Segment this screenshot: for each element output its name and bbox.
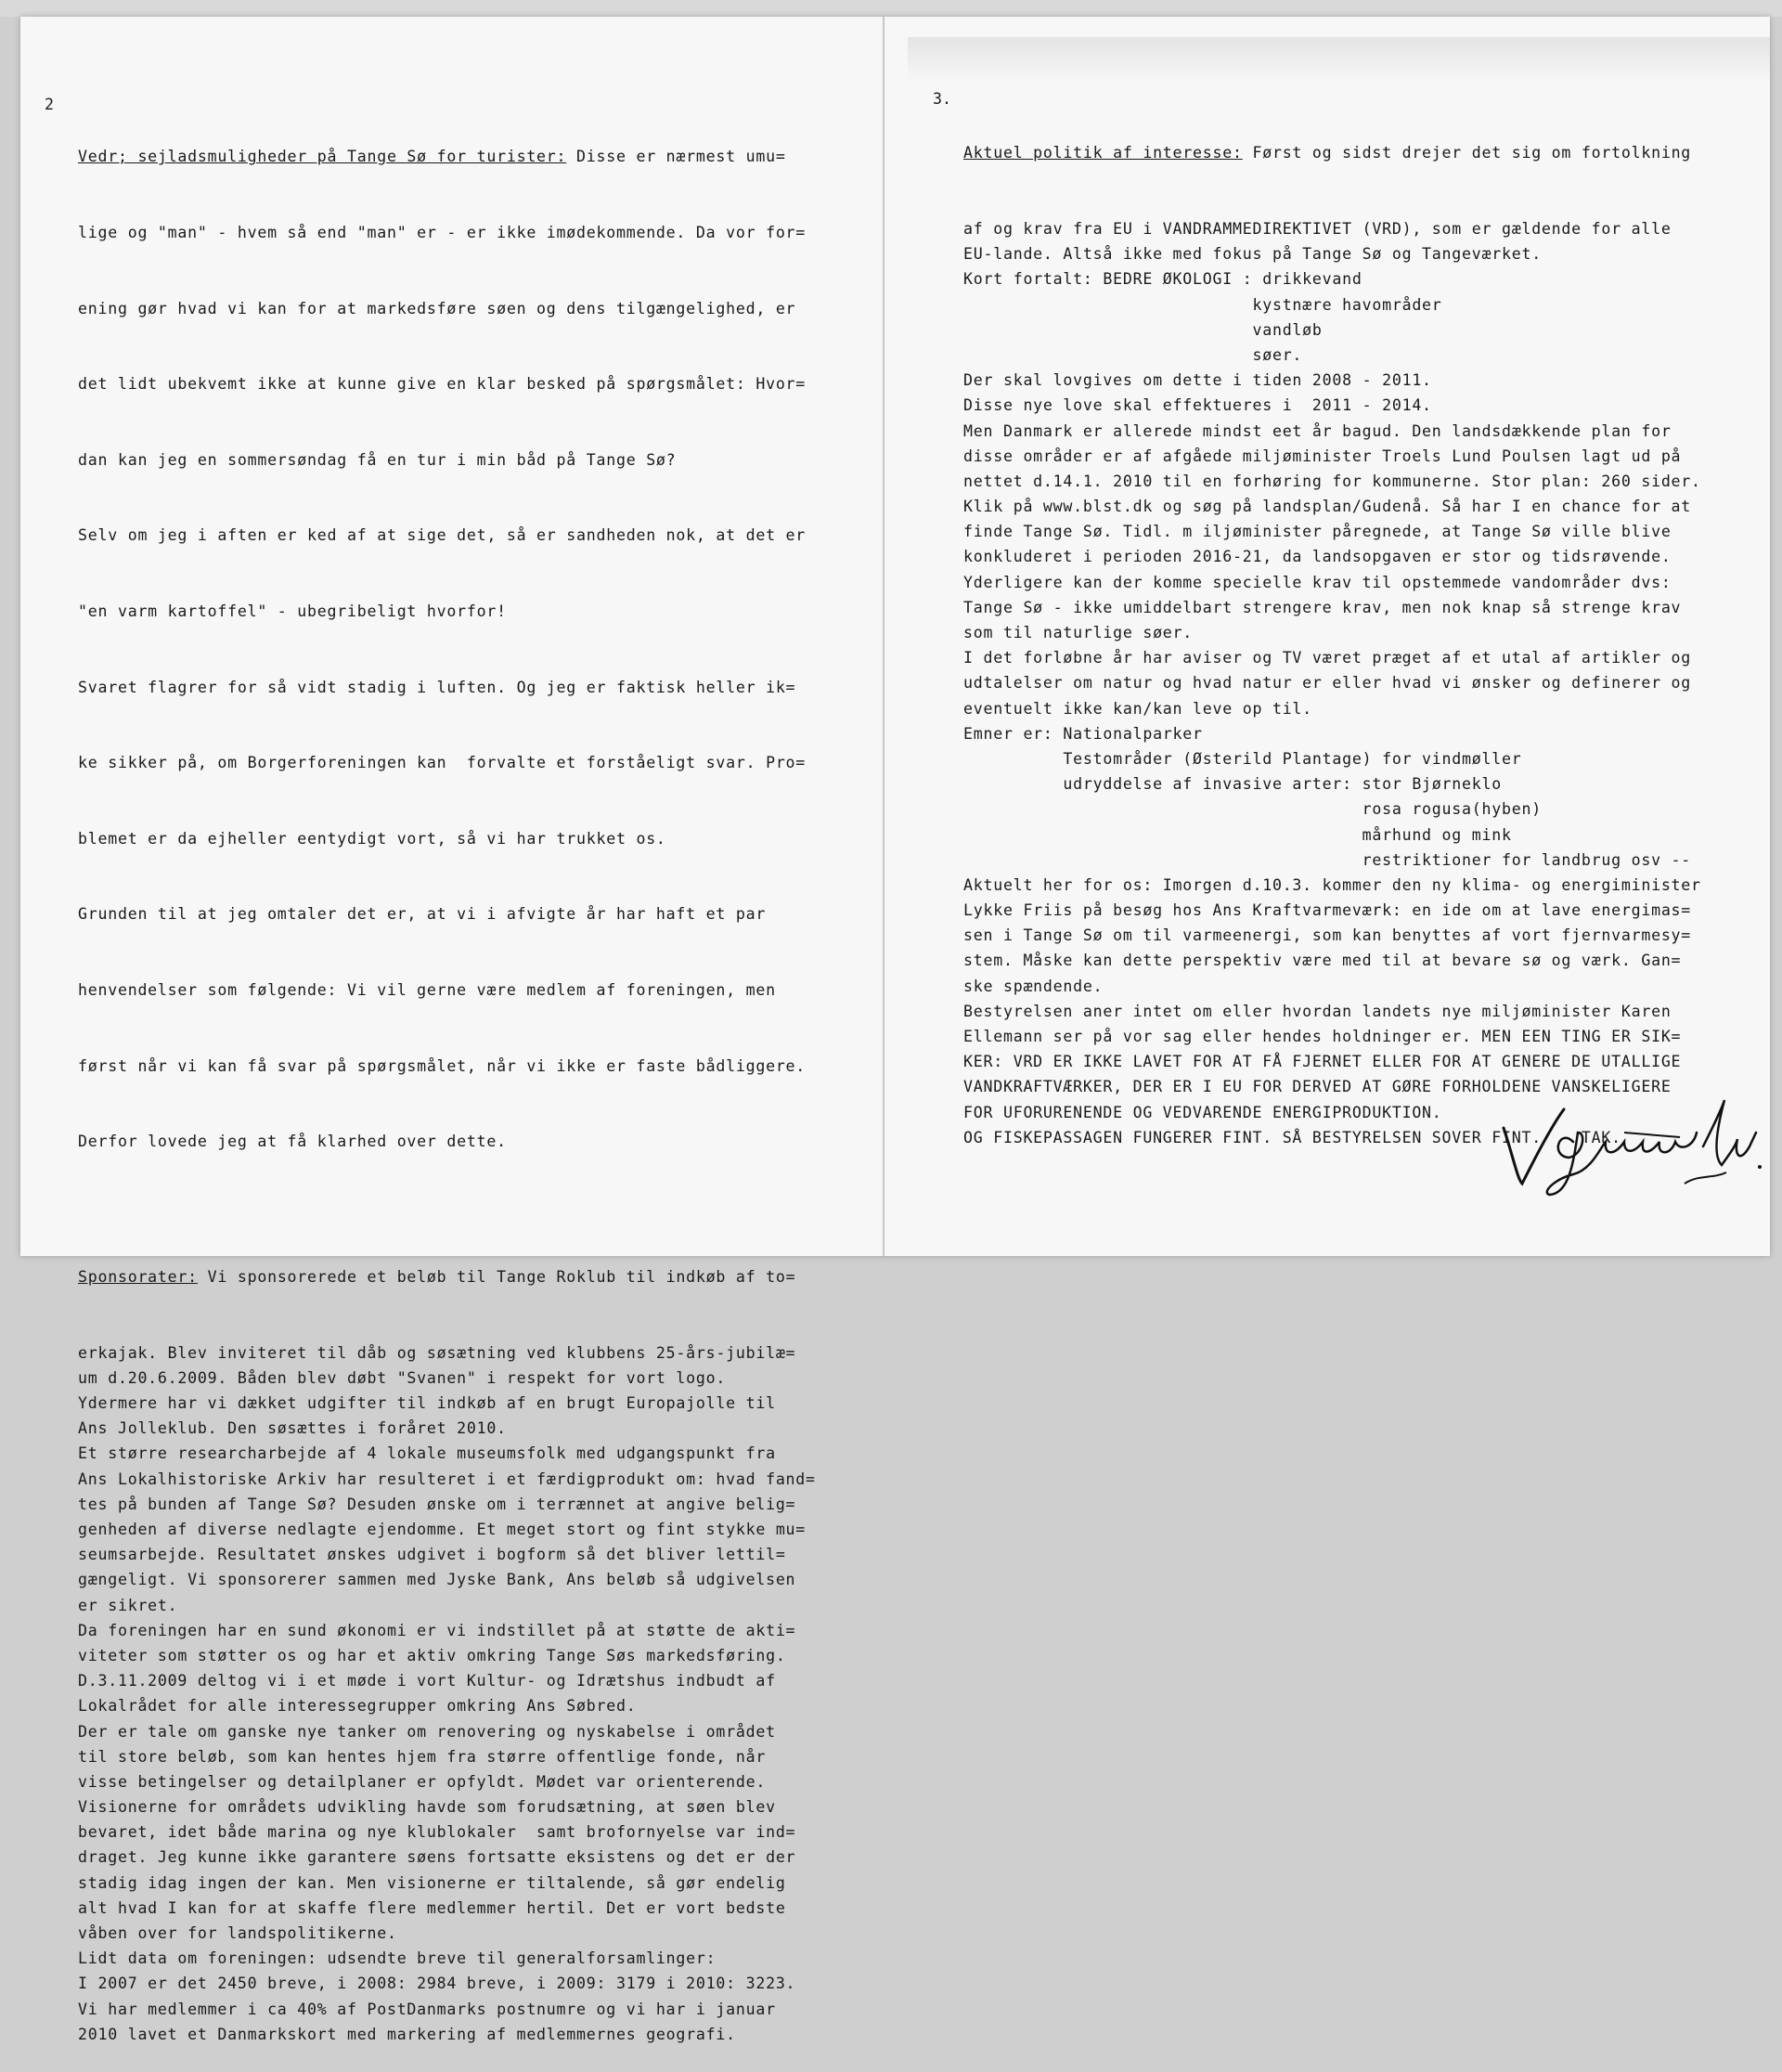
text-line: kystnære havområder: [963, 295, 1442, 314]
text-line: til store beløb, som kan hentes hjem fra større offentlige fonde, når: [78, 1747, 767, 1766]
text-line: "en varm kartoffel" - ubegribeligt hvorfor!: [78, 602, 507, 620]
text-line: viteter som støtter os og har et aktiv omkring Tange Søs markedsføring.: [78, 1646, 786, 1664]
text-line: alt hvad I kan for at skaffe flere medlemmer hertil. Det er vort bedste: [78, 1898, 786, 1917]
text-line: henvendelser som følgende: Vi vil gerne være medlem af foreningen, men: [78, 980, 776, 999]
text-line: 2010 lavet et Danmarkskort med markering af medlemmernes geografi.: [78, 2025, 736, 2043]
text-line: I 2007 er det 2450 breve, i 2008: 2984 breve, i 2009: 3179 i 2010: 3223.: [78, 1975, 796, 1993]
text-line: sen i Tange Sø om til varmeenergi, som kan benyttes af vort fjernvarmesy=: [963, 926, 1692, 945]
text-line: udtalelser om natur og hvad natur er eller hvad vi ønsker og definerer og: [963, 674, 1692, 693]
text-line: vandløb: [963, 320, 1323, 339]
text-line: restriktioner for landbrug osv --: [963, 850, 1692, 869]
text-line: ening gør hvad vi kan for at markedsføre søen og dens tilgængelighed, er: [78, 299, 796, 317]
section-number-2: 2: [45, 96, 54, 113]
text-line: EU-lande. Altså ikke med fokus på Tange Sø og Tangeværket.: [963, 245, 1542, 264]
text-line: Ans Jolleklub. Den søsættes i foråret 2010.: [78, 1419, 507, 1438]
text-line: Der skal lovgives om dette i tiden 2008 - 2011.: [963, 371, 1432, 390]
text-line: Emner er: Nationalparker: [963, 724, 1203, 743]
text-line: D.3.11.2009 deltog vi i et møde i vort Kultur- og Idrætshus indbudt af: [78, 1672, 776, 1690]
section-heading: Vedr; sejladsmuligheder på Tange Sø for turister:: [78, 148, 567, 166]
text-line: seumsarbejde. Resultatet ønskes udgivet i bogform så det bliver lettil=: [78, 1546, 786, 1564]
page-fold: [883, 17, 885, 1256]
text-line: ke sikker på, om Borgerforeningen kan forvalte et forståeligt svar. Pro=: [78, 754, 807, 772]
text-line: konkluderet i perioden 2016-21, da landsopgaven er stor og tidsrøvende.: [963, 548, 1672, 566]
text-line: KER: VRD ER IKKE LAVET FOR AT FÅ FJERNET ELLER FOR AT GENERE DE UTALLIGE: [963, 1053, 1682, 1071]
text-line: Der er tale om ganske nye tanker om renovering og nyskabelse i området: [78, 1722, 776, 1741]
heading-line: [78, 144, 816, 169]
text-line: Ans Lokalhistoriske Arkiv har resulteret i et færdigprodukt om: hvad fand=: [78, 1470, 816, 1488]
text-line: Ydermere har vi dækket udgifter til indkøb af en brugt Europajolle til: [78, 1394, 776, 1413]
text-line: stem. Måske kan dette perspektiv være med til at bevare sø og værk. Gan=: [963, 952, 1682, 970]
paragraph-gap: [78, 1205, 816, 1214]
heading-line: [78, 1264, 816, 1289]
text-line: Testområder (Østerild Plantage) for vindmøller: [963, 749, 1522, 768]
text-line: Lykke Friis på besøg hos Ans Kraftvarmeværk: en ide om at lave energimas=: [963, 901, 1692, 920]
text-line: mårhund og mink: [963, 825, 1512, 844]
text-line: bevaret, idet både marina og nye klublokaler samt brofornyelse var ind=: [78, 1823, 796, 1842]
text-line: Tange Sø - ikke umiddelbart strengere krav, men nok knap så strenge krav: [963, 598, 1682, 616]
text-line: eventuelt ikke kan/kan leve op til.: [963, 699, 1312, 718]
text-line: Svaret flagrer for så vidt stadig i luften. Og jeg er faktisk heller ik=: [78, 678, 796, 696]
text-line: af og krav fra EU i VANDRAMMEDIREKTIVET (VRD), som er gældende for alle: [963, 220, 1672, 238]
right-column: [963, 90, 1701, 1175]
handwritten-signature: [1485, 1091, 1763, 1202]
politics-heading: Aktuel politik af interesse:: [963, 144, 1243, 162]
heading-continuation: Først og sidst drejer det sig om fortolkning: [1242, 144, 1692, 162]
text-line: FOR UFORURENENDE OG VEDVARENDE ENERGIPRODUKTION.: [963, 1103, 1442, 1121]
text-line: er sikret.: [78, 1596, 178, 1614]
text-line: genheden af diverse nedlagte ejendomme. Et meget stort og fint stykke mu=: [78, 1521, 807, 1539]
heading-continuation: Vi sponsorerede et beløb til Tange Roklub til indkøb af to=: [197, 1268, 796, 1287]
scanner-band: [0, 0, 1782, 17]
text-line: draget. Jeg kunne ikke garantere søens fortsatte eksistens og det er der: [78, 1848, 796, 1867]
text-line: finde Tange Sø. Tidl. m iljøminister påregnede, at Tange Sø ville blive: [963, 523, 1672, 541]
text-line: Visionerne for områdets udvikling havde som forudsætning, at søen blev: [78, 1798, 776, 1817]
text-line: Disse nye love skal effektueres i 2011 - 2014.: [963, 396, 1432, 415]
text-line: først når vi kan få svar på spørgsmålet, når vi ikke er faste bådliggere.: [78, 1056, 807, 1075]
text-line: Selv om jeg i aften er ked af at sige det, så er sandheden nok, at det er: [78, 526, 807, 545]
text-line: disse områder er af afgåede miljøminister Troels Lund Poulsen lagt ud på: [963, 447, 1682, 465]
text-line: rosa rogusa(hyben): [963, 800, 1542, 819]
text-line: lige og "man" - hvem så end "man" er - er ikke imødekommende. Da vor for=: [78, 224, 807, 241]
text-line: Derfor lovede jeg at få klarhed over dette.: [78, 1133, 507, 1151]
section-number-3: 3.: [933, 90, 951, 108]
text-line: Kort fortalt: BEDRE ØKOLOGI : drikkevand: [963, 270, 1362, 289]
text-line: erkajak. Blev inviteret til dåb og søsætning ved klubbens 25-års-jubilæ=: [78, 1343, 796, 1362]
text-line: Da foreningen har en sund økonomi er vi indstillet på at støtte de akti=: [78, 1621, 796, 1639]
text-line: tes på bunden af Tange Sø? Desuden ønske om i terrænnet at angive belig=: [78, 1495, 796, 1513]
text-line: blemet er da ejheller eentydigt vort, så vi har trukket os.: [78, 829, 666, 848]
text-line: OG FISKEPASSAGEN FUNGERER FINT. SÅ BESTYRELSEN SOVER FINT. TAK.: [963, 1128, 1621, 1146]
text-line: VANDKRAFTVÆRKER, DER ER I EU FOR DERVED AT GØRE FORHOLDENE VANSKELIGERE: [963, 1078, 1672, 1096]
text-line: Grunden til at jeg omtaler det er, at vi i afvigte år har haft et par: [78, 905, 767, 924]
text-line: Ellemann ser på vor sag eller hendes holdninger er. MEN EEN TING ER SIK=: [963, 1028, 1682, 1045]
page-shadow: [908, 37, 1770, 84]
heading-continuation: Disse er nærmest umu=: [566, 148, 786, 166]
text-line: I det forløbne år har aviser og TV været præget af et utal af artikler og: [963, 649, 1692, 667]
left-column: [78, 94, 816, 2072]
text-line: dan kan jeg en sommersøndag få en tur i min båd på Tange Sø?: [78, 450, 677, 469]
text-line: Aktuelt her for os: Imorgen d.10.3. kommer den ny klima- og energiminister: [963, 875, 1701, 894]
text-line: visse betingelser og detailplaner er opfyldt. Mødet var orienterende.: [78, 1772, 767, 1791]
text-line: gængeligt. Vi sponsorerer sammen med Jyske Bank, Ans beløb så udgivelsen: [78, 1571, 796, 1589]
text-line: Lidt data om foreningen: udsendte breve til generalforsamlinger:: [78, 1949, 717, 1968]
text-line: Yderligere kan der komme specielle krav til opstemmede vandområder dvs:: [963, 573, 1672, 591]
text-line: ske spændende.: [963, 977, 1104, 995]
text-line: Bestyrelsen aner intet om eller hvordan landets nye miljøminister Karen: [963, 1002, 1672, 1020]
text-line: Klik på www.blst.dk og søg på landsplan/Gudenå. Så har I en chance for at: [963, 498, 1692, 516]
text-line: som til naturlige søer.: [963, 624, 1194, 641]
heading-line: [963, 140, 1701, 165]
text-line: Vi har medlemmer i ca 40% af PostDanmarks postnumre og vi har i januar: [78, 2000, 776, 2018]
text-line: um d.20.6.2009. Båden blev døbt "Svanen" i respekt for vort logo.: [78, 1368, 727, 1387]
text-line: våben over for landspolitikerne.: [78, 1924, 397, 1943]
text-line: søer.: [963, 345, 1303, 364]
text-line: udryddelse af invasive arter: stor Bjørneklo: [963, 775, 1502, 794]
text-line: det lidt ubekvemt ikke at kunne give en klar besked på spørgsmålet: Hvor=: [78, 375, 807, 394]
text-line: stadig idag ingen der kan. Men visionerne er tiltalende, så gør endelig: [78, 1873, 786, 1892]
text-line: nettet d.14.1. 2010 til en forhøring for kommunerne. Stor plan: 260 sider.: [963, 472, 1701, 490]
text-line: Et større researcharbejde af 4 lokale museumsfolk med udgangspunkt fra: [78, 1444, 776, 1463]
sponsor-heading: Sponsorater:: [78, 1268, 198, 1287]
text-line: Lokalrådet for alle interessegrupper omkring Ans Søbred.: [78, 1697, 637, 1716]
text-line: Men Danmark er allerede mindst eet år bagud. Den landsdækkende plan for: [963, 421, 1672, 440]
